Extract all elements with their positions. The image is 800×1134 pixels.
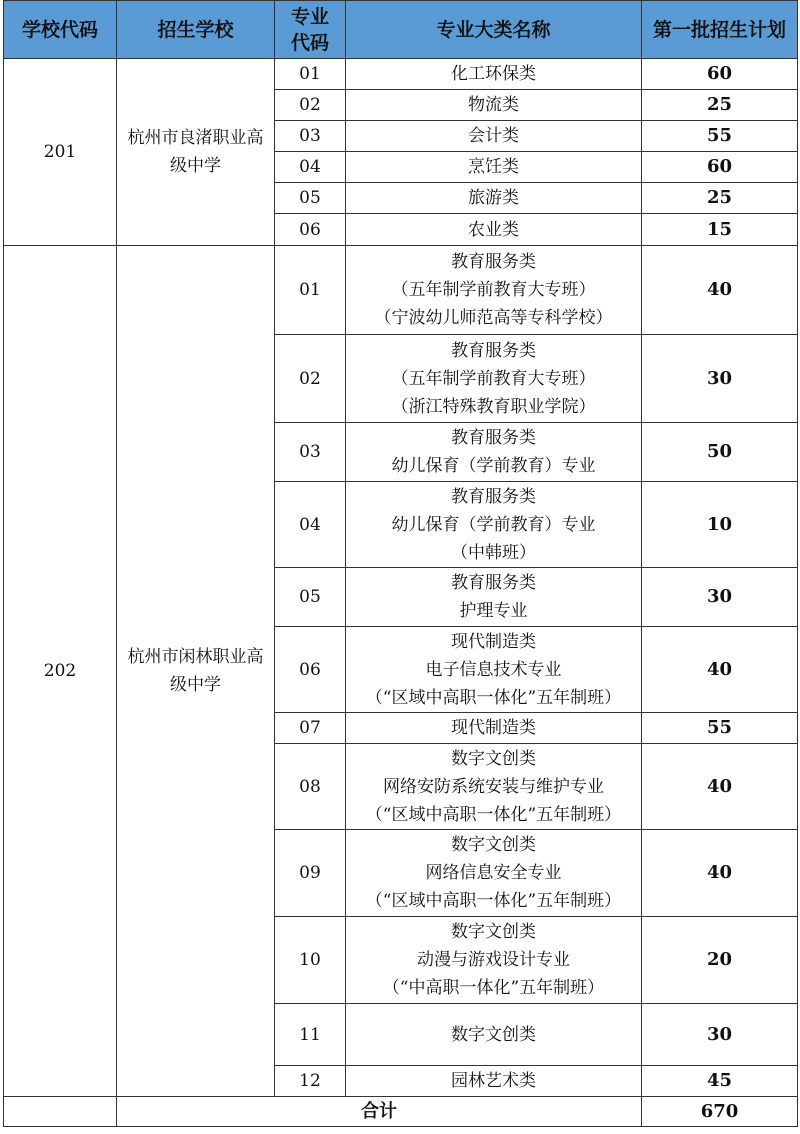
- table-row: [4, 59, 798, 90]
- plan-count-cell: 55: [642, 121, 798, 152]
- major-category-line: 动漫与游戏设计专业: [417, 950, 570, 970]
- major-category-line: 教育服务类: [451, 486, 536, 507]
- plan-count-cell: 40: [642, 627, 798, 713]
- major-category-line: 教育服务类: [451, 573, 536, 593]
- major-category-line: （五年制学前教育大专班）: [391, 280, 596, 300]
- major-category-cell: [346, 627, 642, 713]
- plan-count-cell: 40: [642, 830, 798, 917]
- plan-count-cell: 30: [642, 335, 798, 423]
- major-code-cell: 05: [275, 183, 346, 214]
- major-category-cell: [346, 121, 642, 152]
- major-category-line: 现代制造类: [451, 718, 536, 738]
- school-code-cell: 201: [4, 59, 117, 246]
- major-category-cell: [346, 482, 642, 568]
- plan-count-cell: 45: [642, 1066, 798, 1097]
- major-category-line: 园林艺术类: [451, 1071, 536, 1091]
- major-category-cell: [346, 90, 642, 121]
- major-category-cell: [346, 214, 642, 246]
- major-category-cell: [346, 183, 642, 214]
- major-code-cell: 04: [275, 152, 346, 183]
- table-body: [4, 59, 798, 1097]
- major-category-cell: [346, 744, 642, 830]
- header-major-category: 专业大类名称: [346, 1, 642, 59]
- header-school-name: 招生学校: [117, 1, 275, 59]
- major-code-cell: 01: [275, 246, 346, 335]
- major-category-line: 教育服务类: [451, 252, 536, 272]
- major-category-line: 幼儿保育（学前教育）专业: [391, 514, 596, 535]
- total-row: [4, 1097, 798, 1127]
- major-category-line: 数字文创类: [451, 835, 536, 855]
- major-category-cell: [346, 1066, 642, 1097]
- major-category-line: 数字文创类: [451, 1024, 536, 1045]
- plan-count-cell: 30: [642, 568, 798, 627]
- admission-plan-table: [3, 0, 798, 1127]
- total-label: 合计: [117, 1097, 642, 1127]
- major-category-line: 旅游类: [468, 188, 519, 208]
- major-category-line: 农业类: [468, 219, 519, 240]
- major-code-cell: 06: [275, 214, 346, 246]
- major-category-cell: [346, 713, 642, 744]
- major-code-cell: 10: [275, 917, 346, 1004]
- major-category-line: （“区域中高职一体化”五年制班）: [365, 687, 622, 708]
- major-code-cell: 03: [275, 423, 346, 482]
- major-category-line: 网络信息安全专业: [425, 863, 562, 883]
- header-row: [4, 1, 798, 59]
- plan-count-cell: 60: [642, 152, 798, 183]
- major-code-cell: 09: [275, 830, 346, 917]
- header-major-code-line: 代码: [290, 31, 329, 54]
- major-category-cell: [346, 246, 642, 335]
- plan-count-cell: 20: [642, 917, 798, 1004]
- major-code-cell: 08: [275, 744, 346, 830]
- major-code-cell: 06: [275, 627, 346, 713]
- major-category-cell: [346, 423, 642, 482]
- major-category-cell: [346, 59, 642, 90]
- plan-count-cell: 60: [642, 59, 798, 90]
- header-school-code: 学校代码: [4, 1, 117, 59]
- major-category-line: （“中高职一体化”五年制班）: [382, 978, 605, 998]
- major-code-cell: 01: [275, 59, 346, 90]
- plan-count-cell: 15: [642, 214, 798, 246]
- plan-count-cell: 40: [642, 744, 798, 830]
- plan-count-cell: 30: [642, 1004, 798, 1066]
- total-value: 670: [642, 1097, 798, 1127]
- major-category-cell: [346, 830, 642, 917]
- major-code-cell: 07: [275, 713, 346, 744]
- major-category-line: （宁波幼儿师范高等专科学校）: [374, 308, 613, 328]
- major-category-line: 会计类: [468, 126, 519, 146]
- school-name-cell: 杭州市闲林职业高级中学: [117, 246, 275, 1097]
- plan-count-cell: 55: [642, 713, 798, 744]
- header-major-code-line: 专业: [290, 5, 329, 28]
- major-category-line: （中韩班）: [451, 542, 536, 563]
- major-category-line: 烹饪类: [468, 157, 519, 177]
- major-category-line: 数字文创类: [451, 748, 536, 769]
- major-code-cell: 04: [275, 482, 346, 568]
- major-category-cell: [346, 152, 642, 183]
- major-category-line: 护理专业: [459, 601, 528, 621]
- major-category-cell: [346, 1004, 642, 1066]
- plan-count-cell: 50: [642, 423, 798, 482]
- major-code-cell: 02: [275, 335, 346, 423]
- school-code-cell: 202: [4, 246, 117, 1097]
- plan-count-cell: 10: [642, 482, 798, 568]
- major-code-cell: 05: [275, 568, 346, 627]
- major-category-line: （“区域中高职一体化”五年制班）: [365, 804, 622, 825]
- major-category-cell: [346, 917, 642, 1004]
- total-empty-cell: [4, 1097, 117, 1127]
- major-category-line: 教育服务类: [451, 340, 536, 361]
- major-category-line: 电子信息技术专业: [425, 659, 562, 680]
- major-category-line: （五年制学前教育大专班）: [391, 368, 596, 389]
- major-category-line: 幼儿保育（学前教育）专业: [391, 456, 596, 476]
- major-category-line: 现代制造类: [451, 631, 536, 652]
- header-major-code: [275, 1, 346, 59]
- major-category-line: 物流类: [468, 95, 519, 115]
- plan-count-cell: 25: [642, 183, 798, 214]
- school-name-cell: 杭州市良渚职业高级中学: [117, 59, 275, 246]
- major-category-line: 数字文创类: [451, 922, 536, 942]
- major-code-cell: 12: [275, 1066, 346, 1097]
- table-row: [4, 246, 798, 335]
- major-category-line: 网络安防系统安装与维护专业: [383, 776, 604, 797]
- major-code-cell: 03: [275, 121, 346, 152]
- major-category-line: 教育服务类: [451, 428, 536, 448]
- major-category-cell: [346, 335, 642, 423]
- major-category-cell: [346, 568, 642, 627]
- plan-count-cell: 25: [642, 90, 798, 121]
- major-category-line: （浙江特殊教育职业学院）: [391, 396, 596, 417]
- header-first-batch-plan: 第一批招生计划: [642, 1, 798, 59]
- major-category-line: （“区域中高职一体化”五年制班）: [365, 891, 622, 911]
- major-code-cell: 02: [275, 90, 346, 121]
- plan-count-cell: 40: [642, 246, 798, 335]
- major-category-line: 化工环保类: [451, 64, 536, 84]
- major-code-cell: 11: [275, 1004, 346, 1066]
